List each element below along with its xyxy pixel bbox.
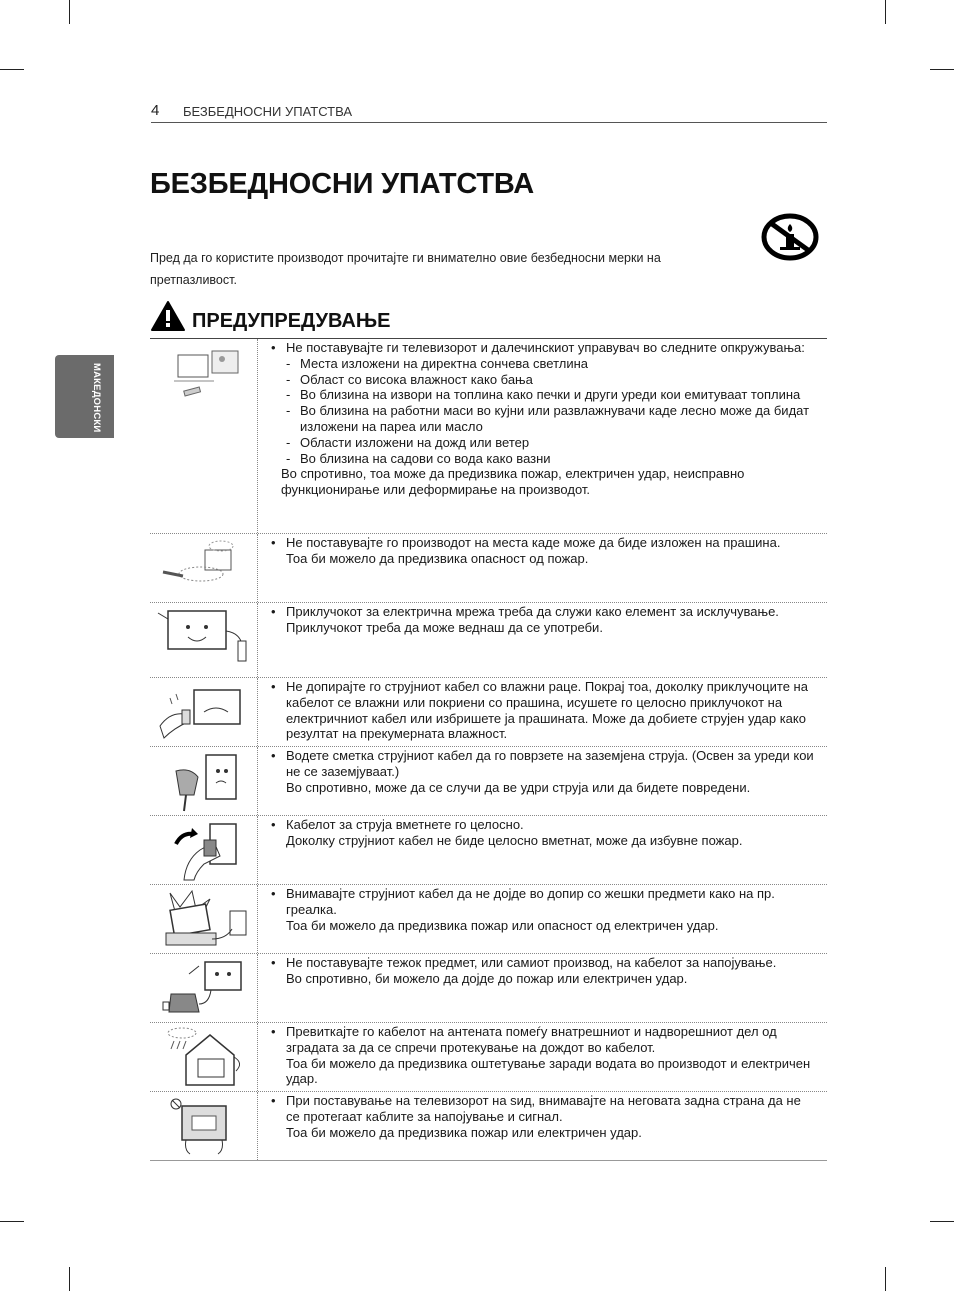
warning-item bbox=[150, 338, 827, 534]
warning-item bbox=[150, 603, 827, 678]
page-header bbox=[151, 100, 827, 123]
illustration-tv-environment bbox=[150, 339, 258, 533]
warning-item bbox=[150, 534, 827, 603]
crop-mark bbox=[0, 1221, 24, 1222]
antenna-cable-house-icon bbox=[156, 1027, 252, 1089]
warning-item bbox=[150, 1092, 827, 1161]
smiling-tv-plug-icon bbox=[154, 607, 254, 671]
bullet-item: • Кабелот за струја вметнете го целосно. bbox=[271, 817, 524, 832]
illustration-dust bbox=[150, 534, 258, 602]
tv-environment-icon bbox=[164, 343, 244, 403]
illustration-plug bbox=[150, 603, 258, 677]
crop-mark bbox=[69, 0, 70, 24]
bullet-item: • Не поставувајте ги телевизорот и далечинскиот управувач во следните опкружувања: bbox=[271, 340, 805, 355]
bullet-item: • Внимавајте струјниот кабел да не дојде во допир со жешки предмети како на пр. греалка. bbox=[271, 886, 775, 917]
bullet-item: • Не поставувајте го производот на места каде може да биде изложен на прашина. bbox=[271, 535, 781, 550]
sub-item: - Во близина на извори на топлина како печки и други уреди кои емитуваат топлина bbox=[286, 387, 801, 403]
warning-item bbox=[150, 747, 827, 816]
illustration-heater bbox=[150, 885, 258, 953]
bullet-item: • Не поставувајте тежок предмет, или самиот производ, на кабелот за напојување. bbox=[271, 955, 777, 970]
heavy-object-cable-icon bbox=[159, 958, 249, 1020]
illustration-antenna-cable bbox=[150, 1023, 258, 1091]
illustration-heavy-object bbox=[150, 954, 258, 1022]
intro-text: Пред да го користите производот прочитајте ги внимателно овие безбедносни мерки на претпазливост. bbox=[150, 251, 661, 287]
illustration-wet-hands bbox=[150, 678, 258, 746]
insert-plug-icon bbox=[164, 820, 244, 882]
consequence-text: Тоа би можело да предизвика оштетување заради водата во производот и електричен удар. bbox=[286, 1055, 811, 1087]
crop-mark bbox=[885, 0, 886, 24]
bullet-item: • При поставување на телевизорот на ѕид, внимавајте на неговата задна страна да не се протегаат каблите за напојување и сигнал. bbox=[271, 1093, 801, 1124]
consequence-text: Тоа би можело да предизвика пожар или електричен удар. bbox=[286, 1124, 642, 1140]
crop-mark bbox=[930, 69, 954, 70]
sub-item: - Области изложени на дожд или ветер bbox=[286, 434, 530, 450]
warning-item bbox=[150, 678, 827, 747]
no-candle-icon bbox=[760, 212, 820, 262]
wall-mount-cables-icon bbox=[164, 1096, 244, 1158]
crop-mark bbox=[885, 1267, 886, 1291]
consequence-text: Во спротивно, тоа може да предизвика пожар, електричен удар, неисправно функционирање или деформирање на производот. bbox=[281, 466, 745, 498]
crop-mark bbox=[69, 1267, 70, 1291]
consequence-text: Во спротивно, би можело да дојде до пожар или електричен удар. bbox=[286, 970, 688, 986]
warning-triangle-icon bbox=[150, 300, 186, 332]
consequence-text: Тоа би можело да предизвика опасност од пожар. bbox=[286, 550, 589, 566]
consequence-text: Тоа би можело да предизвика пожар или опасност од електричен удар. bbox=[286, 917, 719, 933]
warning-heading-label: ПРЕДУПРЕДУВАЊЕ bbox=[192, 310, 391, 332]
page-title: БЕЗБЕДНОСНИ УПАТСТВА bbox=[150, 168, 534, 200]
bullet-item: • Не допирајте го струјниот кабел со влажни раце. Покрај тоа, доколку приклучоците на кабелот се влажни или покриени со прашина, исушете го целосно приклучокот на електричниот кабел или избришете ја прашината. Може да добиете струјен удар како резултат на прекумерната влажност. bbox=[271, 679, 808, 742]
warning-item bbox=[150, 954, 827, 1023]
running-title: БЕЗБЕДНОСНИ УПАТСТВА bbox=[183, 104, 353, 119]
page-number: 4 bbox=[151, 102, 160, 119]
language-tab-label: МАКЕДОНСКИ bbox=[91, 363, 102, 433]
dust-icon bbox=[161, 538, 247, 590]
bullet-item: • Водете сметка струјниот кабел да го поврзете на заземјена струја. (Освен за уреди кои не се заземјуваат.) bbox=[271, 748, 814, 779]
crop-mark bbox=[0, 69, 24, 70]
language-tab bbox=[55, 355, 114, 438]
wet-hands-icon bbox=[156, 682, 252, 742]
bullet-item: • Приклучокот за електрична мрежа треба да служи како елемент за исклучување. Приклучокот треба да може веднаш да се употреби. bbox=[271, 604, 779, 635]
illustration-grounded-outlet bbox=[150, 747, 258, 815]
heater-cable-icon bbox=[156, 889, 252, 951]
illustration-wall-mount bbox=[150, 1092, 258, 1160]
grounded-outlet-icon bbox=[164, 751, 244, 813]
sub-item: - Во близина на садови со вода како вазни bbox=[286, 450, 551, 466]
sub-item: - Места изложени на директна сончева светлина bbox=[286, 355, 589, 371]
illustration-insert-plug bbox=[150, 816, 258, 884]
consequence-text: Во спротивно, може да се случи да ве удри струја или да бидете повредени. bbox=[286, 779, 751, 795]
sub-item: - Област со висока влажност како бања bbox=[286, 371, 533, 387]
sub-item: - Во близина на работни маси во кујни или развлажнувачи каде лесно може да бидат изложени на пареа или масло bbox=[286, 403, 810, 434]
warning-item bbox=[150, 816, 827, 885]
consequence-text: Доколку струјниот кабел не биде целосно вметнат, може да избувне пожар. bbox=[286, 832, 743, 848]
warning-list bbox=[150, 338, 827, 1161]
warning-item bbox=[150, 885, 827, 954]
bullet-item: • Превиткајте го кабелот на антената помеѓу внатрешниот и надворешниот дел од зградата за да се спречи протекување на дождот во кабелот. bbox=[271, 1024, 777, 1055]
warning-item bbox=[150, 1023, 827, 1092]
crop-mark bbox=[930, 1221, 954, 1222]
